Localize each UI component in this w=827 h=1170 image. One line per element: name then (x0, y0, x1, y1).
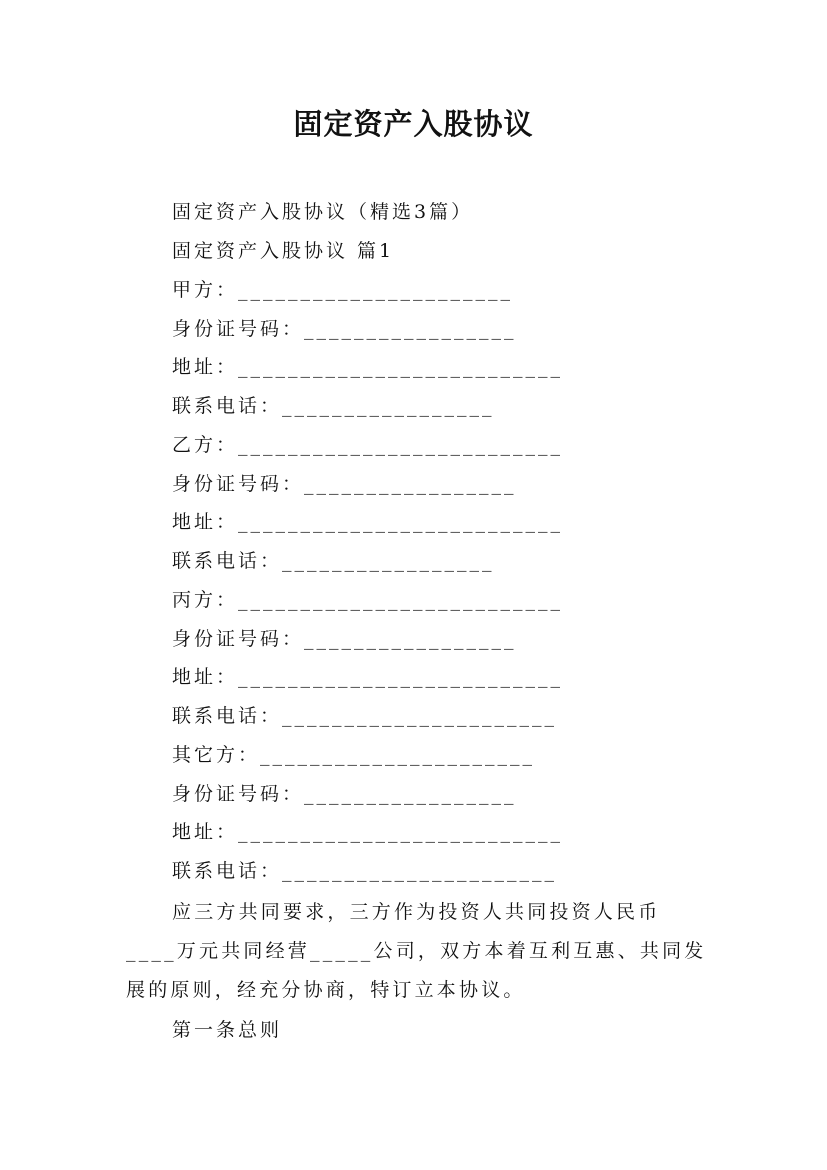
section-1-heading: 第一条总则 (172, 1019, 283, 1041)
agreement-paragraph: 应三方共同要求，三方作为投资人共同投资人民币____万元共同经营_____公司，双方本着互利互惠、共同发展的原则，经充分协商，特订立本协议。 (126, 901, 707, 1001)
party-b-phone-line: 联系电话：_________________ (172, 550, 495, 572)
party-a-name-line: 甲方：______________________ (172, 279, 514, 301)
document-subtitle: 固定资产入股协议（精选3篇） (172, 201, 474, 223)
party-c-phone-line: 联系电话：______________________ (172, 705, 558, 727)
other-party-id-line: 身份证号码：_________________ (172, 783, 517, 805)
party-c-name-line: 丙方：__________________________ (172, 589, 564, 611)
party-b-name-line: 乙方：__________________________ (172, 434, 564, 456)
other-party-name-line: 其它方：______________________ (172, 744, 536, 766)
party-a-id-line: 身份证号码：_________________ (172, 318, 517, 340)
party-b-address-line: 地址：__________________________ (172, 511, 564, 533)
party-c-id-line: 身份证号码：_________________ (172, 628, 517, 650)
party-a-address-line: 地址：__________________________ (172, 356, 564, 378)
part-heading: 固定资产入股协议 篇1 (172, 240, 395, 262)
other-party-phone-line: 联系电话：______________________ (172, 860, 558, 882)
party-a-phone-line: 联系电话：_________________ (172, 395, 495, 417)
party-c-address-line: 地址：__________________________ (172, 666, 564, 688)
party-b-id-line: 身份证号码：_________________ (172, 473, 517, 495)
document-title: 固定资产入股协议 (293, 107, 534, 141)
other-party-address-line: 地址：__________________________ (172, 821, 564, 843)
